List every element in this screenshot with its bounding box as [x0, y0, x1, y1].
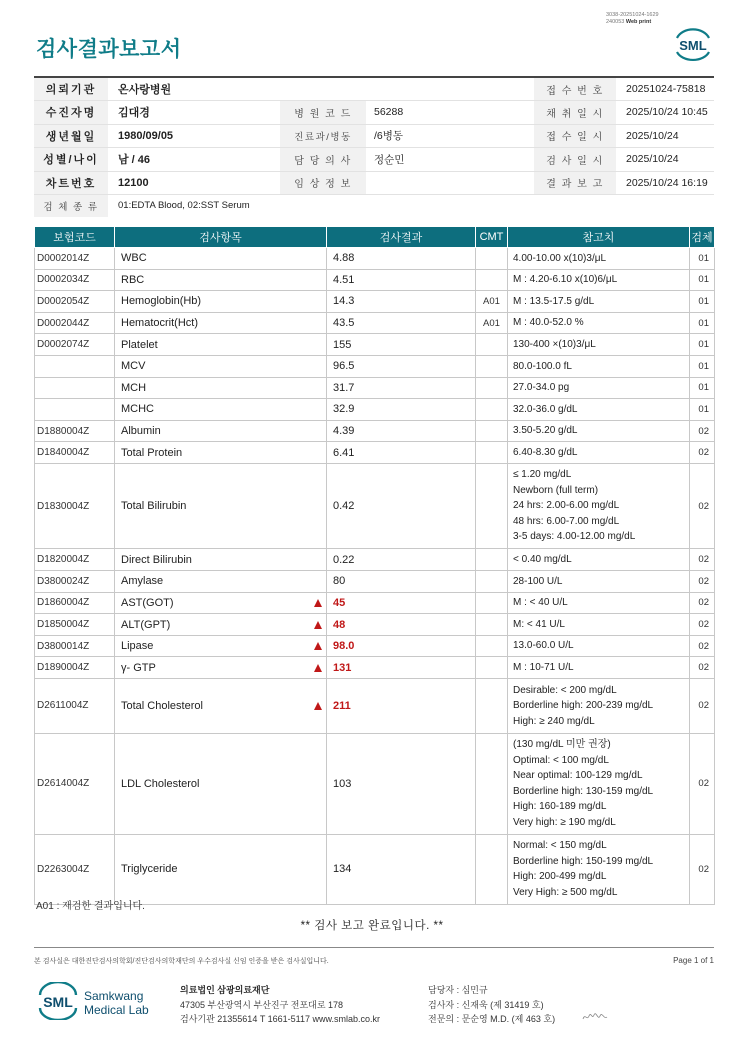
test-name-cell	[115, 312, 327, 334]
cmt-cell	[476, 592, 508, 614]
result-row	[35, 657, 715, 679]
reference-range-cell	[508, 549, 690, 571]
reference-line: Optimal: < 100 mg/dL	[513, 754, 609, 766]
result-value-cell: 43.5	[327, 312, 476, 334]
specimen-cell: 02	[690, 442, 715, 464]
test-date-label: 검 사 일 시	[534, 148, 616, 172]
org-name: 의료법인 삼광의료재단	[180, 985, 270, 995]
high-flag-icon	[314, 702, 322, 710]
specimen-cell: 01	[690, 269, 715, 291]
header-test-item: 검사항목	[115, 227, 327, 248]
test-name: MCV	[121, 360, 146, 373]
staff-tester: 검사자 : 신재욱 (제 31419 호)	[428, 999, 544, 1010]
specimen-cell: 01	[690, 399, 715, 421]
cmt-cell	[476, 614, 508, 636]
high-flag-icon	[314, 664, 322, 672]
reference-line: Near optimal: 100-129 mg/dL	[513, 770, 643, 781]
reference-range-cell	[508, 571, 690, 593]
info-row	[34, 195, 714, 217]
reference-range-cell	[508, 312, 690, 334]
insurance-code-cell: D0002014Z	[35, 248, 115, 270]
header-insurance-code: 보험코드	[35, 227, 115, 248]
sml-logo-icon	[672, 26, 714, 62]
reference-line: Normal: < 150 mg/dL	[513, 840, 607, 851]
reference-range-cell	[508, 463, 690, 549]
reference-range-cell	[508, 269, 690, 291]
sml-logo-text: SML	[679, 38, 707, 53]
certification-text: 본 검사실은 대한진단검사의학회/진단검사의학재단의 우수검사실 신임 인증을 받은 검사실입니다.	[34, 958, 329, 965]
doctor-value: 정순민	[366, 148, 534, 172]
reference-line: M : 13.5-17.5 g/dL	[513, 295, 595, 307]
cmt-cell	[476, 269, 508, 291]
test-name: LDL Cholesterol	[121, 777, 200, 790]
sex-age-label: 성별/나이	[34, 148, 108, 172]
reference-line: 24 hrs: 2.00-6.00 mg/dL	[513, 500, 620, 512]
reference-range-cell	[508, 614, 690, 636]
reference-line: M : 40.0-52.0 %	[513, 317, 584, 329]
report-time-value: 2025/10/24 16:19	[616, 171, 714, 195]
document-id-line2: 240053	[606, 18, 625, 25]
result-value-cell: 32.9	[327, 399, 476, 421]
specimen-cell: 02	[690, 463, 715, 549]
reference-line: 3-5 days: 4.00-12.00 mg/dL	[513, 531, 636, 543]
test-name-cell	[115, 248, 327, 270]
hospital-value: 온사랑병원	[108, 77, 534, 101]
result-row	[35, 635, 715, 657]
cmt-cell	[476, 679, 508, 734]
sex-age-value: 남 / 46	[108, 148, 280, 172]
test-name-cell	[115, 834, 327, 904]
org-address: 47305 부산광역시 부산진구 전포대로 178	[180, 999, 344, 1010]
specimen-cell: 02	[690, 614, 715, 636]
cmt-cell	[476, 733, 508, 834]
report-complete-text: ** 검사 보고 완료입니다. **	[300, 920, 444, 932]
test-name: Total Protein	[121, 446, 183, 459]
test-name-cell	[115, 679, 327, 734]
reference-line: M: < 41 U/L	[513, 618, 565, 630]
result-row	[35, 592, 715, 614]
reference-range-cell	[508, 377, 690, 399]
test-name: Total Cholesterol	[121, 699, 203, 712]
insurance-code-cell: D0002074Z	[35, 334, 115, 356]
insurance-code-cell	[35, 355, 115, 377]
specimen-cell: 01	[690, 248, 715, 270]
staff-specialist: 전문의 : 문순영 M.D. (제 463 호)	[428, 1014, 556, 1024]
result-value-cell: 211	[327, 679, 476, 734]
cmt-cell	[476, 834, 508, 904]
result-value-cell: 14.3	[327, 291, 476, 313]
result-row	[35, 834, 715, 904]
dept-label: 진료과/병동	[280, 124, 366, 148]
test-name-cell	[115, 334, 327, 356]
test-name-cell	[115, 399, 327, 421]
doctor-label: 담 당 의 사	[280, 148, 366, 172]
cmt-cell	[476, 399, 508, 421]
reference-range-cell	[508, 657, 690, 679]
test-name-cell	[115, 549, 327, 571]
reference-range-cell	[508, 291, 690, 313]
result-row	[35, 549, 715, 571]
reference-line: (130 mg/dL 미만 권장)	[513, 739, 611, 750]
document-id	[606, 12, 659, 25]
footer-divider	[34, 947, 714, 948]
test-name-cell	[115, 442, 327, 464]
test-name: Amylase	[121, 575, 164, 588]
test-name: Direct Bilirubin	[121, 553, 192, 566]
insurance-code-cell: D0002054Z	[35, 291, 115, 313]
reference-range-cell	[508, 420, 690, 442]
reference-line: Desirable: < 200 mg/dL	[513, 684, 617, 696]
specimen-label: 검 체 종 류	[34, 195, 108, 217]
result-value-cell: 6.41	[327, 442, 476, 464]
staff-manager: 담당자 : 심민규	[428, 985, 488, 995]
test-name-cell	[115, 733, 327, 834]
insurance-code-cell: D2263004Z	[35, 834, 115, 904]
sml-footer-logo-text: SML	[43, 994, 73, 1010]
cmt-cell	[476, 635, 508, 657]
specimen-cell: 02	[690, 549, 715, 571]
birth-label: 생년월일	[34, 124, 108, 148]
reference-line: Borderline high: 200-239 mg/dL	[513, 700, 654, 711]
patient-name-value: 김대경	[108, 101, 280, 125]
result-value-cell: 4.88	[327, 248, 476, 270]
hospital-code-label: 병 원 코 드	[280, 101, 366, 125]
reference-range-cell	[508, 442, 690, 464]
lab-name-line1: Samkwang	[84, 989, 144, 1003]
report-time-label: 결 과 보 고	[534, 171, 616, 195]
org-contact: 검사기관 21355614 T 1661-5117 www.smlab.co.kr	[180, 1014, 381, 1024]
results-table	[34, 226, 715, 905]
reference-line: 13.0-60.0 U/L	[513, 640, 574, 652]
reference-line: 6.40-8.30 g/dL	[513, 446, 578, 458]
specimen-cell: 02	[690, 420, 715, 442]
receipt-date-value: 2025/10/24	[616, 124, 714, 148]
result-row	[35, 733, 715, 834]
cmt-cell	[476, 442, 508, 464]
clinical-info-value	[366, 171, 534, 195]
reference-line: Newborn (full term)	[513, 484, 599, 496]
specimen-cell: 02	[690, 635, 715, 657]
info-row	[34, 101, 714, 125]
cmt-cell	[476, 355, 508, 377]
result-row	[35, 614, 715, 636]
reference-range-cell	[508, 733, 690, 834]
result-row	[35, 442, 715, 464]
cmt-cell	[476, 463, 508, 549]
page-title: 검사결과보고서	[36, 38, 182, 61]
result-value-cell: 98.0	[327, 635, 476, 657]
cmt-cell	[476, 571, 508, 593]
reference-line: M : 4.20-6.10 x(10)6/μL	[513, 274, 618, 286]
specimen-cell: 02	[690, 834, 715, 904]
info-row	[34, 171, 714, 195]
cmt-cell: A01	[476, 291, 508, 313]
hospital-label: 의뢰기관	[34, 77, 108, 101]
reference-range-cell	[508, 679, 690, 734]
test-name-cell	[115, 420, 327, 442]
reference-line: 80.0-100.0 fL	[513, 360, 572, 372]
result-row	[35, 571, 715, 593]
insurance-code-cell	[35, 377, 115, 399]
reference-line: 3.50-5.20 g/dL	[513, 425, 578, 437]
organization-info	[180, 983, 380, 1027]
reference-line: High: 200-499 mg/dL	[513, 871, 607, 882]
specimen-cell: 01	[690, 355, 715, 377]
test-name: RBC	[121, 273, 145, 286]
cmt-cell	[476, 420, 508, 442]
header-reference: 참고치	[508, 227, 690, 248]
test-name: MCH	[121, 381, 147, 394]
reference-line: 27.0-34.0 pg	[513, 382, 570, 394]
insurance-code-cell: D3800024Z	[35, 571, 115, 593]
hospital-code-value: 56288	[366, 101, 534, 125]
insurance-code-cell: D1890004Z	[35, 657, 115, 679]
reference-line: 28-100 U/L	[513, 575, 563, 587]
patient-info-table	[34, 76, 714, 217]
result-value-cell: 0.22	[327, 549, 476, 571]
cmt-cell	[476, 248, 508, 270]
test-name-cell	[115, 657, 327, 679]
test-name-cell	[115, 571, 327, 593]
reference-line: Borderline high: 130-159 mg/dL	[513, 785, 654, 797]
insurance-code-cell: D1860004Z	[35, 592, 115, 614]
insurance-code-cell: D2614004Z	[35, 733, 115, 834]
insurance-code-cell	[35, 399, 115, 421]
insurance-code-cell: D1830004Z	[35, 463, 115, 549]
document-id-line1: 3038-20251024-1629	[606, 12, 659, 18]
result-row	[35, 399, 715, 421]
reference-range-cell	[508, 334, 690, 356]
reference-range-cell	[508, 248, 690, 270]
dept-value: /6병동	[366, 124, 534, 148]
test-name-cell	[115, 635, 327, 657]
high-flag-icon	[314, 599, 322, 607]
specimen-cell: 01	[690, 377, 715, 399]
staff-info	[428, 983, 555, 1027]
result-row	[35, 248, 715, 270]
result-value-cell: 80	[327, 571, 476, 593]
clinical-info-label: 임 상 정 보	[280, 171, 366, 195]
collect-time-label: 채 취 일 시	[534, 101, 616, 125]
insurance-code-cell: D0002044Z	[35, 312, 115, 334]
test-name: Hemoglobin(Hb)	[121, 295, 202, 308]
result-row	[35, 355, 715, 377]
test-name-cell	[115, 463, 327, 549]
result-value-cell: 31.7	[327, 377, 476, 399]
result-row	[35, 377, 715, 399]
result-row	[35, 334, 715, 356]
signature-icon	[582, 1011, 608, 1023]
insurance-code-cell: D2611004Z	[35, 679, 115, 734]
result-value-cell: 0.42	[327, 463, 476, 549]
test-name-cell	[115, 269, 327, 291]
high-flag-icon	[314, 642, 322, 650]
test-name: Total Bilirubin	[121, 500, 187, 513]
reference-line: High: 160-189 mg/dL	[513, 801, 607, 812]
reference-line: 4.00-10.00 x(10)3/μL	[513, 252, 607, 264]
insurance-code-cell: D3800014Z	[35, 635, 115, 657]
results-header-row	[35, 227, 715, 248]
test-date-value: 2025/10/24	[616, 148, 714, 172]
reference-line: 48 hrs: 6.00-7.00 mg/dL	[513, 515, 620, 527]
collect-time-value: 2025/10/24 10:45	[616, 101, 714, 125]
test-name: Platelet	[121, 338, 158, 351]
insurance-code-cell: D1840004Z	[35, 442, 115, 464]
test-name: Lipase	[121, 640, 154, 653]
reference-line: M : < 40 U/L	[513, 597, 568, 609]
specimen-cell: 02	[690, 592, 715, 614]
test-name: Albumin	[121, 425, 161, 438]
result-value-cell: 155	[327, 334, 476, 356]
test-name: ALT(GPT)	[121, 618, 171, 631]
specimen-cell: 02	[690, 733, 715, 834]
birth-value: 1980/09/05	[108, 124, 280, 148]
reference-line: 32.0-36.0 g/dL	[513, 403, 578, 415]
result-value-cell: 134	[327, 834, 476, 904]
test-name: Hematocrit(Hct)	[121, 317, 199, 330]
high-flag-icon	[314, 621, 322, 629]
result-value-cell: 96.5	[327, 355, 476, 377]
specimen-cell: 01	[690, 312, 715, 334]
chart-no-label: 차트번호	[34, 171, 108, 195]
result-row	[35, 463, 715, 549]
insurance-code-cell: D0002034Z	[35, 269, 115, 291]
cmt-cell: A01	[476, 312, 508, 334]
result-value-cell: 131	[327, 657, 476, 679]
reference-range-cell	[508, 592, 690, 614]
result-row	[35, 291, 715, 313]
test-name-cell	[115, 291, 327, 313]
insurance-code-cell: D1850004Z	[35, 614, 115, 636]
results-body	[35, 248, 715, 905]
receipt-date-label: 접 수 일 시	[534, 124, 616, 148]
result-row	[35, 679, 715, 734]
header-cmt: CMT	[476, 227, 508, 248]
specimen-cell: 01	[690, 291, 715, 313]
cmt-cell	[476, 657, 508, 679]
result-row	[35, 312, 715, 334]
result-value-cell: 48	[327, 614, 476, 636]
cmt-note: A01 : 재검한 결과입니다.	[36, 901, 145, 912]
reference-line: M : 10-71 U/L	[513, 661, 574, 673]
result-row	[35, 269, 715, 291]
specimen-cell: 02	[690, 571, 715, 593]
test-name-cell	[115, 355, 327, 377]
page-number: Page 1 of 1	[673, 956, 714, 965]
reference-range-cell	[508, 355, 690, 377]
result-value-cell: 45	[327, 592, 476, 614]
test-name-cell	[115, 614, 327, 636]
header-specimen: 검체	[690, 227, 715, 248]
test-name-cell	[115, 377, 327, 399]
specimen-cell: 01	[690, 334, 715, 356]
patient-name-label: 수진자명	[34, 101, 108, 125]
web-print-label: Web print	[625, 18, 652, 25]
reference-line: Very High: ≥ 500 mg/dL	[513, 886, 618, 898]
reference-line: Very high: ≥ 190 mg/dL	[513, 816, 616, 828]
specimen-cell: 02	[690, 679, 715, 734]
test-name: γ- GTP	[121, 661, 156, 674]
receipt-no-label: 접 수 번 호	[534, 77, 616, 101]
insurance-code-cell: D1820004Z	[35, 549, 115, 571]
reference-range-cell	[508, 635, 690, 657]
result-value-cell: 4.51	[327, 269, 476, 291]
info-row	[34, 77, 714, 101]
test-name: Triglyceride	[121, 863, 178, 875]
result-value-cell: 4.39	[327, 420, 476, 442]
reference-line: 130-400 ×(10)3/μL	[513, 338, 596, 350]
reference-line: Borderline high: 150-199 mg/dL	[513, 855, 654, 867]
sml-footer-logo-icon	[36, 982, 80, 1020]
cmt-cell	[476, 377, 508, 399]
receipt-no-value: 20251024-75818	[616, 77, 714, 101]
reference-range-cell	[508, 399, 690, 421]
reference-range-cell	[508, 834, 690, 904]
cmt-cell	[476, 334, 508, 356]
header-result: 검사결과	[327, 227, 476, 248]
result-row	[35, 420, 715, 442]
info-row	[34, 124, 714, 148]
chart-no-value: 12100	[108, 171, 280, 195]
test-name: AST(GOT)	[121, 596, 174, 609]
result-value-cell: 103	[327, 733, 476, 834]
reference-line: ≤ 1.20 mg/dL	[513, 469, 572, 481]
info-row	[34, 148, 714, 172]
reference-line: < 0.40 mg/dL	[513, 553, 572, 565]
test-name: MCHC	[121, 403, 154, 416]
test-name: WBC	[121, 252, 147, 265]
lab-name-line2: Medical Lab	[84, 1003, 149, 1017]
specimen-cell: 02	[690, 657, 715, 679]
insurance-code-cell: D1880004Z	[35, 420, 115, 442]
cmt-cell	[476, 549, 508, 571]
specimen-value: 01:EDTA Blood, 02:SST Serum	[118, 200, 250, 212]
reference-line: High: ≥ 240 mg/dL	[513, 715, 595, 727]
test-name-cell	[115, 592, 327, 614]
lab-name	[84, 989, 149, 1017]
